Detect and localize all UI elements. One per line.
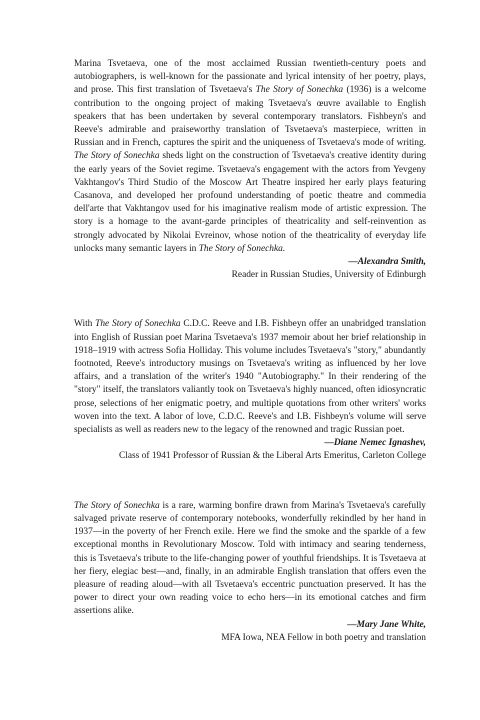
text-segment: Marina Tsvetaeva, one of the most acclaimed Russian twentieth-century poets and autobiographers, is well-known for the passionate and lyrical intensity of her poetry, plays, and prose. This first translation of Tsvetaeva's	[74, 59, 426, 96]
text-segment: With	[74, 319, 96, 330]
attribution	[74, 256, 426, 282]
author-affiliation: Reader in Russian Studies, University of Edinburgh	[231, 270, 426, 281]
author-affiliation: MFA Iowa, NEA Fellow in both poetry and translation	[221, 632, 426, 643]
author-name: —Diane Nemec Ignashev,	[324, 438, 426, 449]
text-segment: sheds light on the construction of Tsvetaeva's creative identity during the early years of the Soviet regime. Tsvetaeva's engagement with the actors from Yevgeny Vakhtangov's Third Studio of the Moscow Art Theatre inspired her early plays featuring Casanova, and developed her profound understanding of poetic theatre and commedia dell'arte that Vakhtangov used for his imaginative realism mode of artistic expression. The story is a homage to the avant-garde principles of theatricality and self-reinvention as strongly advocated by Nikolai Evreinov, whose notion of the theatricality of everyday life unlocks many semantic layers in	[74, 151, 427, 254]
author-affiliation: Class of 1941 Professor of Russian & the Liberal Arts Emeritus, Carleton College	[119, 451, 426, 462]
attribution	[74, 619, 426, 645]
text-segment: is a rare, warming bonfire drawn from Marina's Tsvetaeva's carefully salvaged private reserve of contemporary notebooks, wonderfully rekindled by her hand in 1937—in the poverty of her French exile. Here we find the smoke and the sparkle of a few exceptional months in Revolutionary Moscow. Told with intimacy and searing tenderness, this is Tsvetaeva's tribute to the life-changing power of youthful friendships. It is Tsvetaeva at her fiery, elegiac best—and, finally, in an admirable English translation that offers even the pleasure of reading aloud—with all Tsvetaeva's eccentric punctuation preserved. It has the power to direct your own reading voice to echo hers—in its emotional catches and firm assertions alike.	[74, 500, 426, 617]
blurb-text	[74, 500, 426, 619]
book-title: The Story of Sonechka.	[198, 243, 286, 254]
blurb-text	[74, 318, 426, 437]
book-title: The Story of Sonechka	[255, 85, 344, 96]
blurb-text	[74, 58, 426, 256]
author-name: —Mary Jane White,	[347, 619, 426, 630]
book-title: The Story of Sonechka	[74, 151, 160, 162]
author-name: —Alexandra Smith,	[348, 257, 426, 268]
book-title: The Story of Sonechka	[95, 319, 181, 330]
text-segment: C.D.C. Reeve and I.B. Fishbeyn offer an unabridged translation into English of Russian poet Marina Tsvetaeva's 1937 memoir about her brief relationship in 1918–1919 with actress Sofia Holliday. This volume includes Tsvetaeva's "story," abundantly footnoted, Reeve's introductory musings on Tsvetaeva's writing as influenced by her love affairs, and a translation of the writer's 1940 "Autobiography." In their rendering of the "story" itself, the translators valiantly took on Tsvetaeva's highly nuanced, often idiosyncratic prose, selections of her enigmatic poetry, and multiple quotations from other writers' works woven into the text. A labor of love, C.D.C. Reeve's and I.B. Fishbeyn's volume will serve specialists as well as readers new to the legacy of the renowned and tragic Russian poet.	[74, 319, 426, 436]
blurb-white	[74, 500, 426, 645]
book-title: The Story of Sonechka	[74, 500, 160, 511]
blurb-ignashev	[74, 318, 426, 463]
text-segment: (1936) is a welcome contribution to the ongoing project of making Tsvetaeva's œuvre available to English speakers that has been undertaken by several contemporary translators. Fishbeyn's and Reeve's admirable and praiseworthy translation of Tsvetaeva's masterpiece, written in Russian and in French, captures the spirit and the uniqueness of Tsvetaeva's mode of writing.	[74, 85, 426, 149]
blurb-smith	[74, 58, 426, 282]
attribution	[74, 437, 426, 463]
